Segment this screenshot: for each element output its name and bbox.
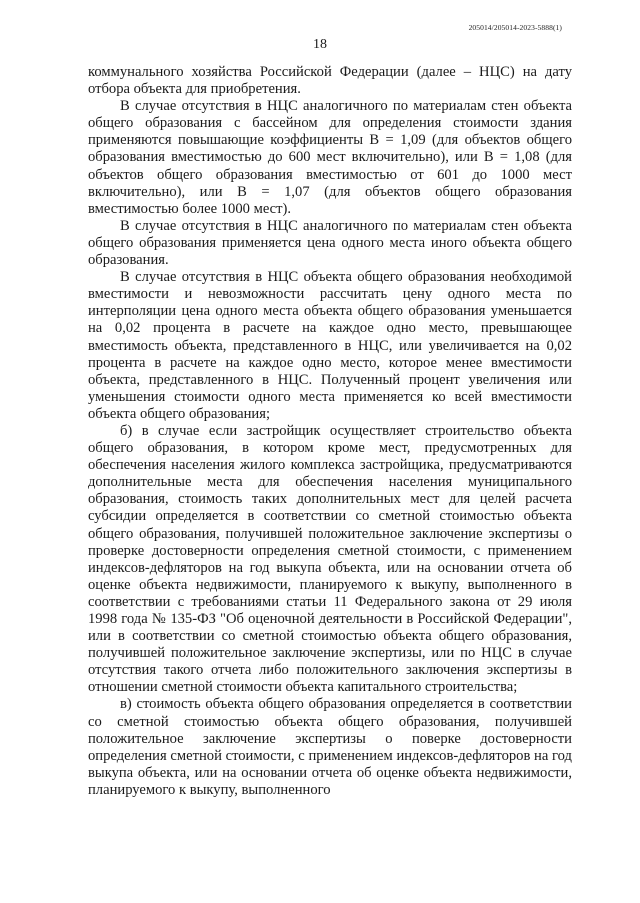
paragraph-item-b: б) в случае если застройщик осуществляет строительство объекта общего образования, в котором кроме мест, предусмотренных для обеспечения населения жилого комплекса застройщика, предусматриваются дополнительные места для обеспечения населения муниципального образования, стоимость таких дополнительных мест для целей расчета субсидии определяется в соответствии со сметной стоимостью объекта общего образования, получившей положительное заключение экспертизы о проверке достоверности определения сметной стоимости, с применением индексов-дефляторов на год выкупа объекта, или на основании отчета об оценке объекта недвижимости, планируемого к выкупу, выполненного в соответствии с требованиями статьи 11 Федерального закона от 29 июля 1998 года № 135-ФЗ "Об оценочной деятельности в Российской Федерации", или в соответствии со сметной стоимостью объекта общего образования, получившей положительное заключение экспертизы, или по НЦС в случае отсутствия такого отчета либо положительного заключения экспертизы в отношении сметной стоимости объекта капитального строительства; [88, 422, 572, 696]
document-id: 205014/205014-2023-5888(1) [468, 23, 562, 32]
paragraph-other-object-price: В случае отсутствия в НЦС аналогичного по материалам стен объекта общего образования применяется цена одного места иного объекта общего образования. [88, 217, 572, 269]
page-number: 18 [313, 37, 327, 52]
paragraph-item-v: в) стоимость объекта общего образования определяется в соответствии со сметной стоимостью объекта общего образования, получившей положительное заключение экспертизы о поверке достоверности определения сметной стоимости, с применением индексов-дефляторов на год выкупа объекта, или на основании отчета об оценке объекта недвижимости, планируемого к выкупу, выполненного [88, 696, 572, 798]
paragraph-continuation: коммунального хозяйства Российской Федерации (далее – НЦС) на дату отбора объекта для приобретения. [88, 64, 572, 98]
document-body [88, 64, 572, 799]
paragraph-interpolation: В случае отсутствия в НЦС объекта общего образования необходимой вместимости и невозможности рассчитать цену одного места по интерполяции цена одного места объекта общего образования уменьшается на 0,02 процента в расчете на каждое одно место, превышающее вместимость объекта, представленного в НЦС, или увеличивается на 0,02 процента в расчете на каждое одно место, которое менее вместимости объекта, представленного в НЦС. Полученный процент увеличения или уменьшения стоимости одного места применяется ко всей вместимости объекта общего образования; [88, 269, 572, 422]
paragraph-pool-coefficients: В случае отсутствия в НЦС аналогичного по материалам стен объекта общего образования с бассейном для определения стоимости здания применяются повышающие коэффициенты В = 1,09 (для объектов общего образования вместимостью до 600 мест включительно), или В = 1,08 (для объектов общего образования вместимостью от 601 до 1000 мест включительно), или В = 1,07 (для объектов общего образования вместимостью более 1000 мест). [88, 98, 572, 217]
